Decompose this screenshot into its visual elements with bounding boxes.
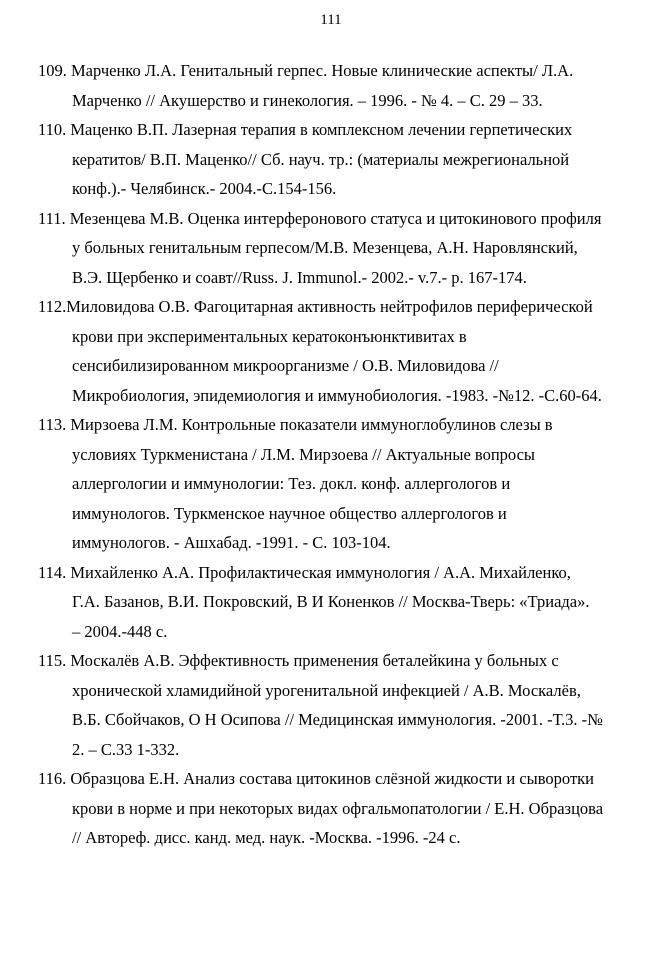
reference-continuation-line	[38, 587, 638, 617]
reference-continuation-line	[38, 528, 638, 558]
reference-first-line-content	[38, 115, 572, 145]
reference-text: хронической хламидийной урогенитальной инфекцией / А.В. Москалёв,	[72, 680, 581, 700]
reference-number: 113.	[38, 415, 67, 434]
reference-text: крови при экспериментальных кератоконъюнктивитах в	[72, 326, 467, 346]
reference-text: Марченко // Акушерство и гинекология. – 1996. - № 4. – С. 29 – 33.	[72, 90, 543, 110]
reference-first-line-content	[38, 292, 593, 322]
reference-first-line-content	[38, 56, 573, 86]
reference-continuation-line	[38, 823, 638, 853]
reference-text: Михайленко А.А. Профилактическая иммунология / А.А. Михайленко,	[70, 562, 571, 582]
reference-continuation-line	[38, 351, 638, 381]
reference-text: Микробиология, эпидемиология и иммунобиология. -1983. -№12. -С.60-64.	[72, 385, 602, 405]
reference-first-line	[38, 646, 638, 676]
reference-entry	[38, 558, 638, 647]
reference-number: 110.	[38, 120, 67, 139]
reference-list	[38, 56, 638, 853]
reference-first-line-content	[38, 558, 571, 588]
reference-first-line	[38, 558, 638, 588]
reference-text: конф.).- Челябинск.- 2004.-С.154-156.	[72, 179, 337, 198]
reference-text: – 2004.-448 с.	[72, 621, 168, 641]
reference-number: 116.	[38, 769, 67, 788]
reference-text: Мезенцева М.В. Оценка интерферонового статуса и цитокинового профиля	[69, 208, 602, 228]
reference-first-line	[38, 115, 638, 145]
reference-text: аллергологии и иммунологии: Тез. докл. конф. аллергологов и	[72, 474, 511, 493]
reference-number: 112.	[38, 297, 67, 316]
reference-first-line	[38, 292, 638, 322]
reference-text: Мирзоева Л.М. Контрольные показатели иммуноглобулинов слезы в	[70, 415, 553, 434]
reference-first-line-content	[38, 764, 594, 794]
reference-text: Г.А. Базанов, В.И. Покровский, В И Коненков // Москва-Тверь: «Триада».	[72, 592, 590, 611]
reference-continuation-line	[38, 174, 638, 204]
reference-text: Маценко В.П. Лазерная терапия в комплексном лечении герпетических	[70, 120, 573, 139]
reference-text: у больных генитальным герпесом/М.В. Мезенцева, А.Н. Наровлянский,	[72, 238, 578, 257]
reference-entry	[38, 56, 638, 115]
reference-text: В.Б. Сбойчаков, О Н Осипова // Медицинская иммунология. -2001. -Т.3. -№	[72, 710, 603, 729]
reference-entry	[38, 292, 638, 410]
reference-continuation-line	[38, 145, 638, 175]
reference-first-line	[38, 56, 638, 86]
reference-continuation-line	[38, 617, 638, 647]
reference-text: Москалёв А.В. Эффективность применения беталейкина у больных с	[70, 651, 559, 670]
reference-entry	[38, 764, 638, 853]
reference-continuation-line	[38, 381, 638, 411]
reference-text: иммунологов. Туркменское научное общество аллергологов и	[72, 503, 507, 523]
reference-entry	[38, 204, 638, 293]
reference-continuation-line	[38, 469, 638, 499]
reference-continuation-line	[38, 322, 638, 352]
reference-text: сенсибилизированном микроорганизме / О.В. Миловидова //	[72, 356, 499, 375]
reference-first-line-content	[38, 646, 559, 676]
page-number: 111	[320, 12, 342, 28]
reference-entry	[38, 115, 638, 204]
reference-continuation-line	[38, 735, 638, 765]
reference-text: условиях Туркменистана / Л.М. Мирзоева // Актуальные вопросы	[72, 444, 535, 464]
reference-number: 115.	[38, 651, 67, 670]
reference-first-line	[38, 204, 638, 234]
reference-text: Марченко Л.А. Генитальный герпес. Новые клинические аспекты/ Л.А.	[71, 61, 574, 80]
reference-continuation-line	[38, 263, 638, 293]
reference-text: крови в норме и при некоторых видах офгальмопатологии / Е.Н. Образцова	[72, 798, 604, 818]
reference-first-line	[38, 764, 638, 794]
reference-continuation-line	[38, 499, 638, 529]
reference-text: В.Э. Щербенко и соавт//Russ. J. Immunol.- 2002.- v.7.- p. 167-174.	[72, 267, 527, 287]
reference-text: 2. – С.33 1-332.	[72, 739, 180, 759]
reference-continuation-line	[38, 440, 638, 470]
reference-text: Образцова Е.Н. Анализ состава цитокинов слёзной жидкости и сыворотки	[70, 769, 595, 788]
reference-first-line-content	[38, 410, 553, 440]
reference-continuation-line	[38, 676, 638, 706]
reference-continuation-line	[38, 794, 638, 824]
reference-number: 114.	[38, 562, 67, 582]
reference-entry	[38, 410, 638, 558]
reference-continuation-line	[38, 233, 638, 263]
reference-entry	[38, 646, 638, 764]
reference-first-line	[38, 410, 638, 440]
reference-text: // Автореф. дисс. канд. мед. наук. -Москва. -1996. -24 с.	[72, 828, 461, 847]
reference-continuation-line	[38, 705, 638, 735]
reference-number: 109.	[38, 61, 67, 80]
reference-text: кератитов/ В.П. Маценко// Сб. науч. тр.: (материалы межрегиональной	[72, 149, 570, 169]
reference-text: иммунологов. - Ашхабад. -1991. - С. 103-104.	[72, 533, 391, 552]
reference-number: 111.	[38, 208, 66, 228]
reference-text: Миловидова О.В. Фагоцитарная активность нейтрофилов периферической	[66, 297, 593, 316]
reference-continuation-line	[38, 86, 638, 116]
reference-first-line-content	[38, 204, 601, 234]
